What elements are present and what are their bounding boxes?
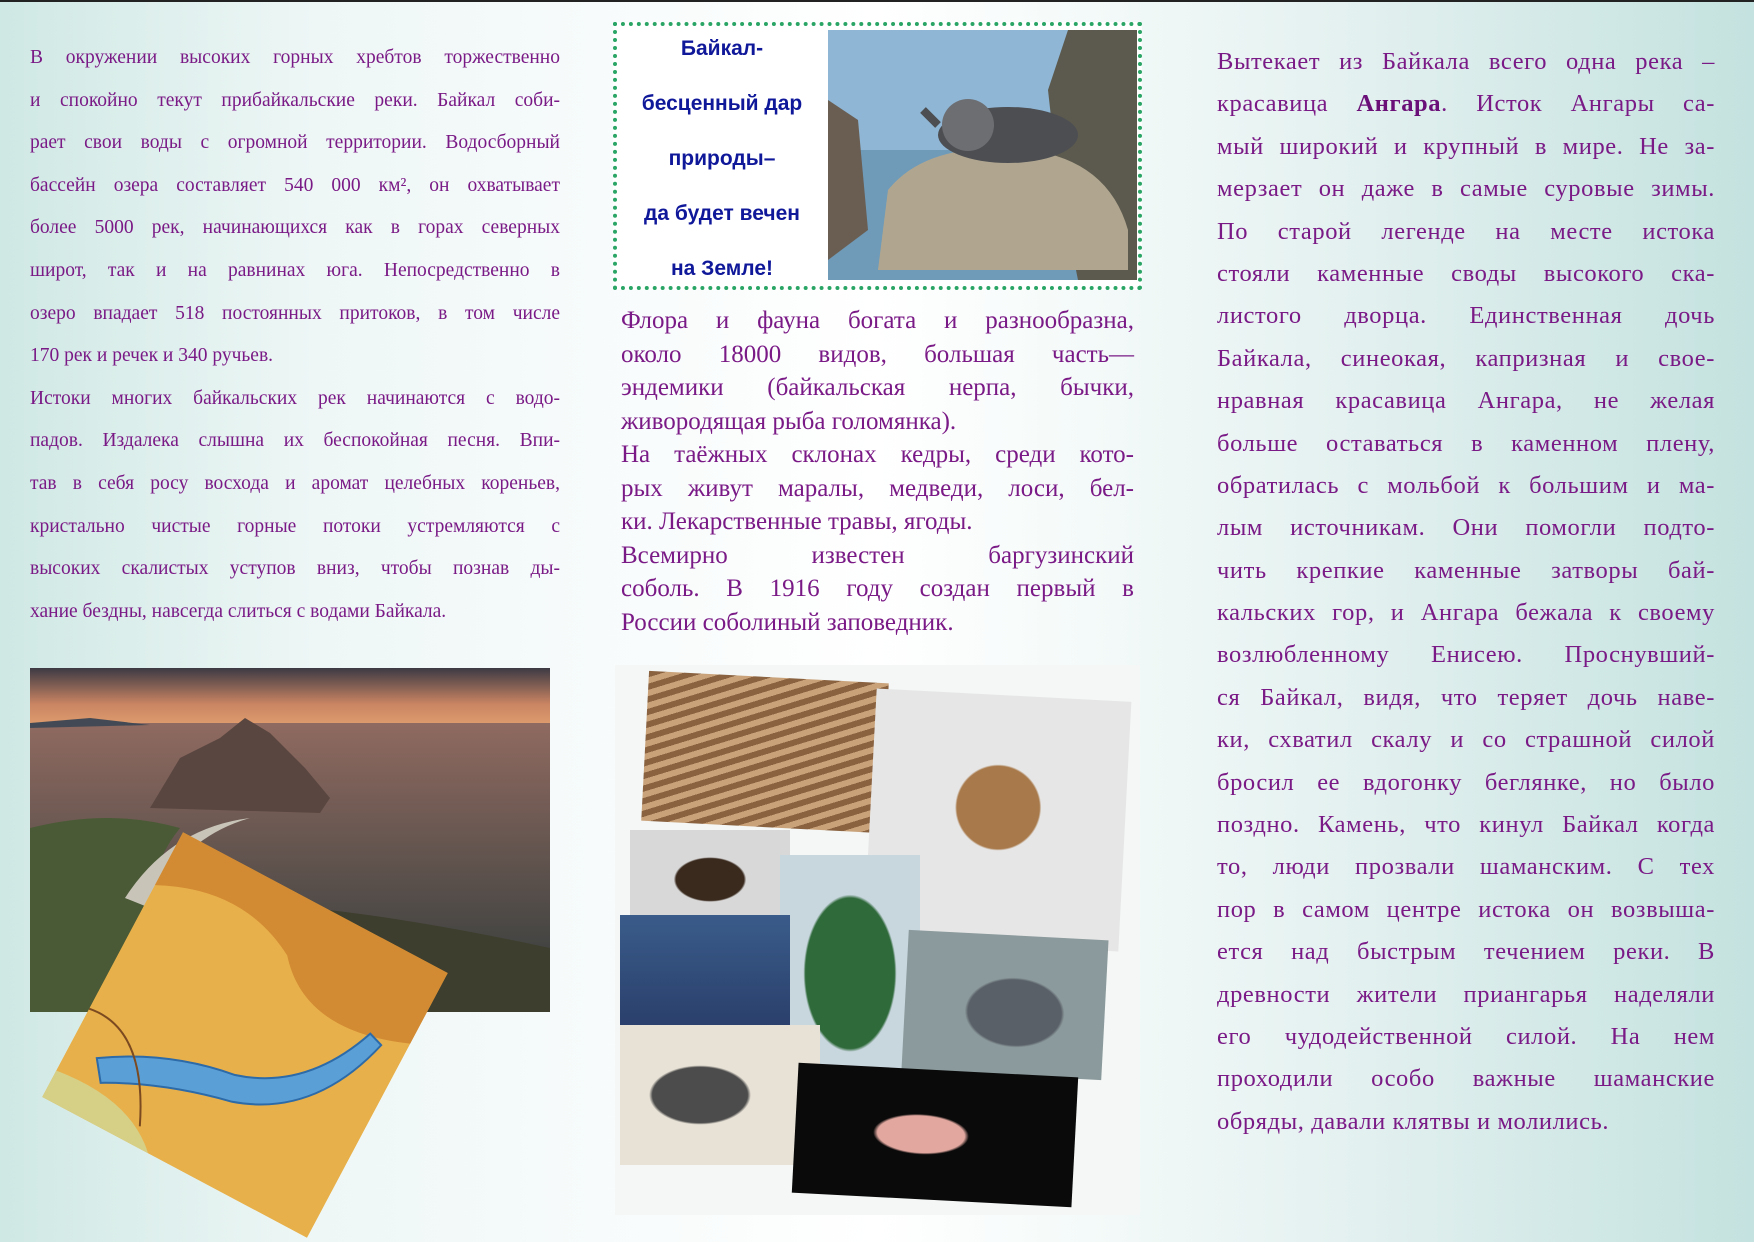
text-line: озеро впадает 518 постоянных притоков, в том числе [30,302,560,324]
text-line: 170 рек и речек и 340 ручьев. [30,345,274,367]
text-line: соболь. В 1916 году создан первый в [621,575,1134,602]
text-line: рает свои воды с огромной территории. Водосборный [30,132,560,154]
text-line: В окружении высоких горных хребтов торжественно [30,47,560,68]
text-line: Флора и фауна богата и разнообразна, [621,307,1134,334]
nerpa-photo [901,930,1108,1080]
text-line: древности жители приангарья наделяли [1217,980,1715,1008]
text-line: проходили особо важные шаманские [1217,1065,1715,1093]
goby-fish-photo [792,1063,1078,1207]
text-line: высоких скалистых уступов вниз, чтобы познав ды- [30,558,560,580]
text-line: обратилась с мольбой к большим и ма- [1217,471,1715,499]
text-line: кристально чистые горные потоки устремляются с [30,515,560,537]
text-line: нравная красавица Ангара, не желая [1217,387,1715,415]
flora-fauna-collage [615,665,1140,1215]
slogan-line: Байкал- [680,37,764,60]
slogan-box [613,22,1142,290]
text-line: ется над быстрым течением реки. В [1217,938,1715,966]
text-line: лым источникам. Они помогли подто- [1217,514,1715,542]
text-line: эндемики (байкальская нерпа, бычки, [621,374,1134,401]
text-fragment: красавица [1217,90,1357,118]
text-line: листого дворца. Единственная дочь [1217,302,1715,330]
text-line: Истоки многих байкальских рек начинаются с водо- [30,387,560,409]
text-line: рых живут маралы, медведи, лоси, бел- [621,474,1134,502]
text-line: бросил ее вдогонку беглянке, но было [1217,768,1715,796]
text-line: мый широкий и крупный в мире. Не за- [1217,132,1715,160]
middle-column-text [621,304,1134,639]
angara-bold: Ангара [1356,90,1442,118]
text-line: На таёжных склонах кедры, среди кото- [621,441,1134,468]
text-line: и спокойно текут прибайкальские реки. Байкал соби- [30,89,560,111]
golomyanka-photo [620,915,790,1030]
text-line: ся Байкал, видя, что теряет дочь наве- [1217,683,1715,711]
text-line: ки. Лекарственные травы, ягоды. [621,508,973,535]
text-line: Вытекает из Байкала всего одна река – [1217,48,1715,75]
text-line: По старой легенде на месте истока [1217,217,1715,245]
text-fragment: . Исток Ангары са- [1441,90,1715,118]
text-line: хание бездны, навсегда слиться с водами Байкала. [30,600,447,622]
text-line: Байкала, синеокая, капризная и свое- [1217,344,1715,372]
fish-pile-photo [641,671,889,833]
text-line: возлюбленному Енисею. Проснувший- [1217,641,1715,669]
right-column-text [1217,44,1715,1146]
slogan-text [617,36,827,311]
text-line: поздно. Камень, что кинул Байкал когда [1217,811,1715,839]
text-line: пор в самом центре истока он возвыша- [1217,895,1715,923]
slogan-line: бесценный дар [641,92,803,115]
text-line: падов. Издалека слышна их беспокойная песня. Впи- [30,430,560,452]
slogan-line: да будет вечен [644,202,800,225]
text-line: Всемирно известен баргузинский [621,541,1134,569]
text-line: бассейн озера составляет 540 000 км², он охватывает [30,174,560,196]
text-line: больше оставаться в каменном плену, [1217,429,1715,457]
text-line: обряды, давали клятвы и молились. [1217,1107,1610,1135]
marten-photo [630,830,790,920]
text-line: широт, так и на равнинах юга. Непосредственно в [30,259,560,281]
seal-beach-photo [620,1025,820,1165]
text-line: мерзает он даже в самые суровые зимы. [1217,175,1715,203]
text-line: ки, схватил скалу и со страшной силой [1217,726,1715,754]
text-line: стояли каменные своды высокого ска- [1217,259,1715,287]
text-line: его чудодейственной силой. На нем [1217,1022,1715,1050]
left-column-text [30,44,560,640]
text-line: живородящая рыба голомянка). [621,407,957,435]
text-line: то, люди прозвали шаманским. С тех [1217,853,1715,881]
text-line: около 18000 видов, большая часть— [621,340,1134,368]
slogan-line: природы– [668,147,776,170]
text-line: тав в себя росу восхода и аромат целебных кореньев, [30,472,560,494]
top-border [0,0,1754,2]
text-line: чить крепкие каменные затворы бай- [1217,556,1715,584]
seal-photo [828,30,1137,280]
text-line: России соболиный заповедник. [621,608,954,636]
slogan-line: на Земле! [670,257,774,280]
text-line [1217,86,1715,128]
text-line: более 5000 рек, начинающихся как в горах северных [30,217,560,239]
text-line: кальских гор, и Ангара бежала к своему [1217,599,1715,627]
